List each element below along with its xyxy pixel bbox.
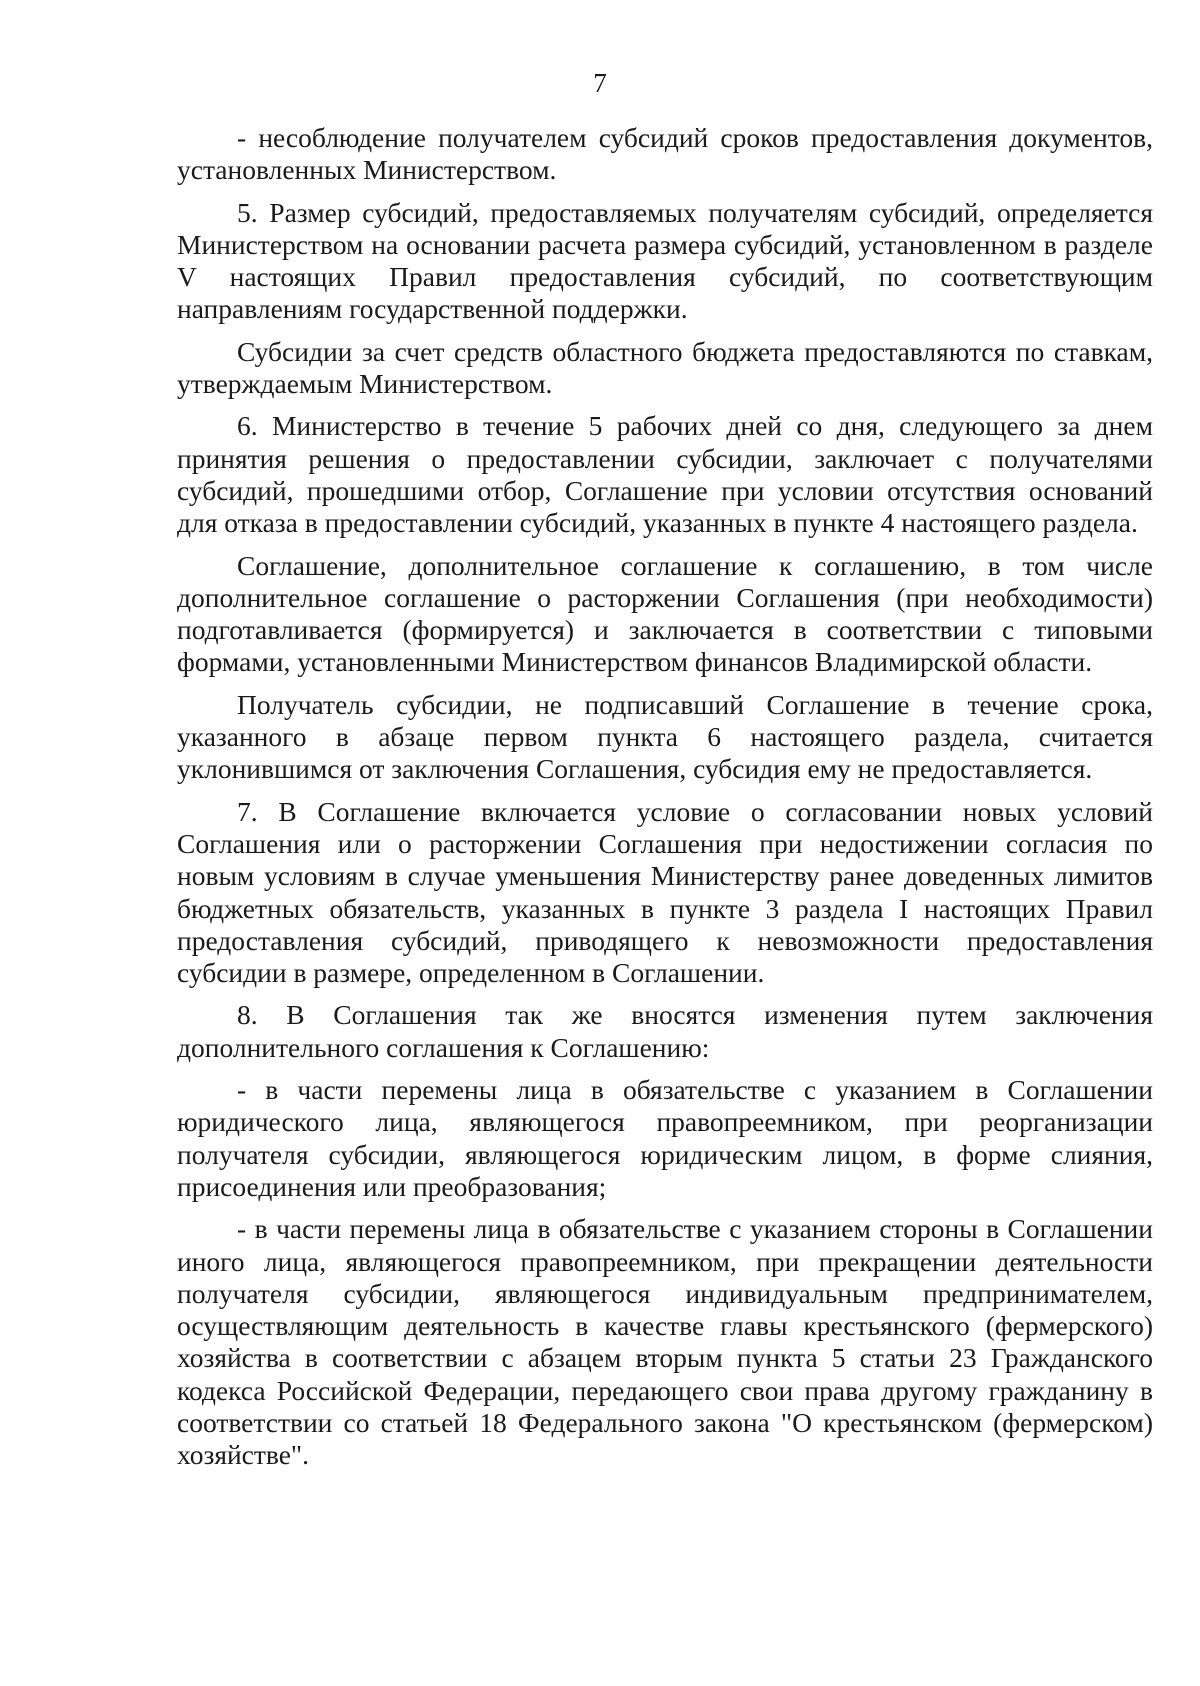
paragraph: 5. Размер субсидий, предоставляемых получателям субсидий, определяется Министерством на основании расчета размера субсидий, установленном в разделе V настоящих Правил предоставления субсидий, по соответствующим направлениям государственной поддержки. (177, 196, 1153, 325)
paragraph: 8. В Соглашения так же вносятся изменения путем заключения дополнительного соглашения к Соглашению: (177, 999, 1153, 1063)
paragraph: Субсидии за счет средств областного бюджета предоставляются по ставкам, утверждаемым Министерством. (177, 335, 1153, 400)
paragraph: - в части перемены лица в обязательстве с указанием в Соглашении юридического лица, являющегося правопреемником, при реорганизации получателя субсидии, являющегося юридическим лицом, в форме слияния, присоединения или преобразования; (177, 1074, 1153, 1202)
paragraph: - несоблюдение получателем субсидий сроков предоставления документов, установленных Министерством. (177, 122, 1153, 186)
paragraph: 7. В Соглашение включается условие о согласовании новых условий Соглашения или о расторжении Соглашения при недостижении согласия по новым условиям в случае уменьшения Министерству ранее доведенных лимитов бюджетных обязательств, указанных в пункте 3 раздела I настоящих Правил предоставления субсидий, приводящего к невозможности предоставления субсидии в размере, определенном в Соглашении. (177, 795, 1153, 989)
paragraph: 6. Министерство в течение 5 рабочих дней со дня, следующего за днем принятия решения о предоставлении субсидии, заключает с получателями субсидий, прошедшими отбор, Соглашение при условии отсутствия оснований для отказа в предоставлении субсидий, указанных в пункте 4 настоящего раздела. (177, 410, 1153, 539)
paragraph: - в части перемены лица в обязательстве с указанием стороны в Соглашении иного лица, являющегося правопреемником, при прекращении деятельности получателя субсидии, являющегося индивидуальным предпринимателем, осуществляющим деятельность в качестве главы крестьянского (фермерского) хозяйства в соответствии с абзацем вторым пункта 5 статьи 23 Гражданского кодекса Российской Федерации, передающего свои права другому гражданину в соответствии со статьей 18 Федерального закона "О крестьянском (фермерском) хозяйстве". (177, 1213, 1153, 1471)
paragraph: Соглашение, дополнительное соглашение к соглашению, в том числе дополнительное соглашение о расторжении Соглашения (при необходимости) подготавливается (формируется) и заключается в соответствии с типовыми формами, установленными Министерством финансов Владимирской области. (177, 549, 1153, 678)
document-body (177, 122, 1153, 1482)
page-number: 7 (593, 68, 607, 98)
paragraph: Получатель субсидии, не подписавший Соглашение в течение срока, указанного в абзаце первом пункта 6 настоящего раздела, считается уклонившимся от заключения Соглашения, субсидия ему не предоставляется. (177, 688, 1153, 785)
